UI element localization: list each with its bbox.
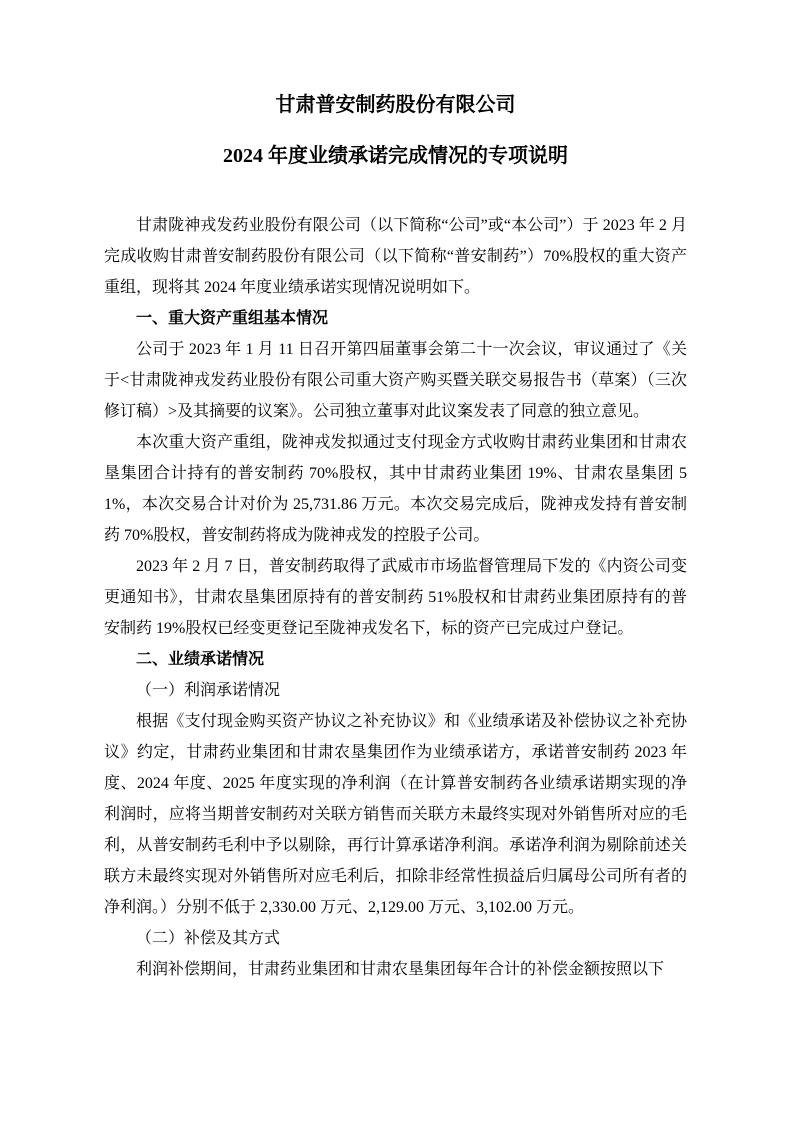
subsection-heading-compensation: （二）补偿及其方式 bbox=[136, 930, 281, 947]
section-heading-1: 一、重大资产重组基本情况 bbox=[136, 310, 329, 327]
document-subtitle: 2024 年度业绩承诺完成情况的专项说明 bbox=[223, 145, 568, 167]
document-title: 甘肃普安制药股份有限公司 bbox=[275, 94, 516, 116]
paragraph-registration: 2023 年 2 月 7 日，普安制药取得了武威市市场监督管理局下发的《内资公司变更通知书》，甘肃农垦集团原持有的普安制药 51%股权和甘肃药业集团原持有的普安制药 19%股权已经变更登记至陇神戎发名下，标的资产已完成过户登记。 bbox=[104, 558, 687, 637]
paragraph-compensation: 利润补偿期间，甘肃药业集团和甘肃农垦集团每年合计的补偿金额按照以下 bbox=[136, 961, 665, 978]
paragraph-transaction: 本次重大资产重组，陇神戎发拟通过支付现金方式收购甘肃药业集团和甘肃农垦集团合计持有的普安制药 70%股权，其中甘肃药业集团 19%、甘肃农垦集团 51%，本次交易合计对价为 25,731.86 万元。本次交易完成后，陇神戎发持有普安制药 70%股权，普安制药将成为陇神戎发的控股子公司。 bbox=[104, 434, 687, 544]
section-heading-2: 二、业绩承诺情况 bbox=[136, 651, 265, 668]
paragraph-intro: 甘肃陇神戎发药业股份有限公司（以下简称“公司”或“本公司”）于 2023 年 2 月完成收购甘肃普安制药股份有限公司（以下简称“普安制药”）70%股权的重大资产重组，现将其 2024 年度业绩承诺实现情况说明如下。 bbox=[104, 217, 687, 296]
paragraph-profit-commitment: 根据《支付现金购买资产协议之补充协议》和《业绩承诺及补偿协议之补充协议》约定，甘肃药业集团和甘肃农垦集团作为业绩承诺方，承诺普安制药 2023 年度、2024 年度、2025 年度实现的净利润（在计算普安制药各业绩承诺期实现的净利润时，应将当期普安制药对关联方销售而关联方未最终实现对外销售所对应的毛利，从普安制药毛利中予以剔除，再行计算承诺净利润。承诺净利润为剔除前述关联方未最终实现对外销售所对应毛利后，扣除非经常性损益后归属母公司所有者的净利润。）分别不低于 2,330.00 万元、2,129.00 万元、3,102.00 万元。 bbox=[104, 713, 687, 916]
document-body bbox=[104, 210, 687, 985]
paragraph-board-meeting: 公司于 2023 年 1 月 11 日召开第四届董事会第二十一次会议，审议通过了《关于<甘肃陇神戎发药业股份有限公司重大资产购买暨关联交易报告书（草案）（三次修订稿）>及其摘要的议案》。公司独立董事对此议案发表了同意的独立意见。 bbox=[104, 341, 687, 420]
subsection-heading-profit-commitment: （一）利润承诺情况 bbox=[136, 682, 281, 699]
